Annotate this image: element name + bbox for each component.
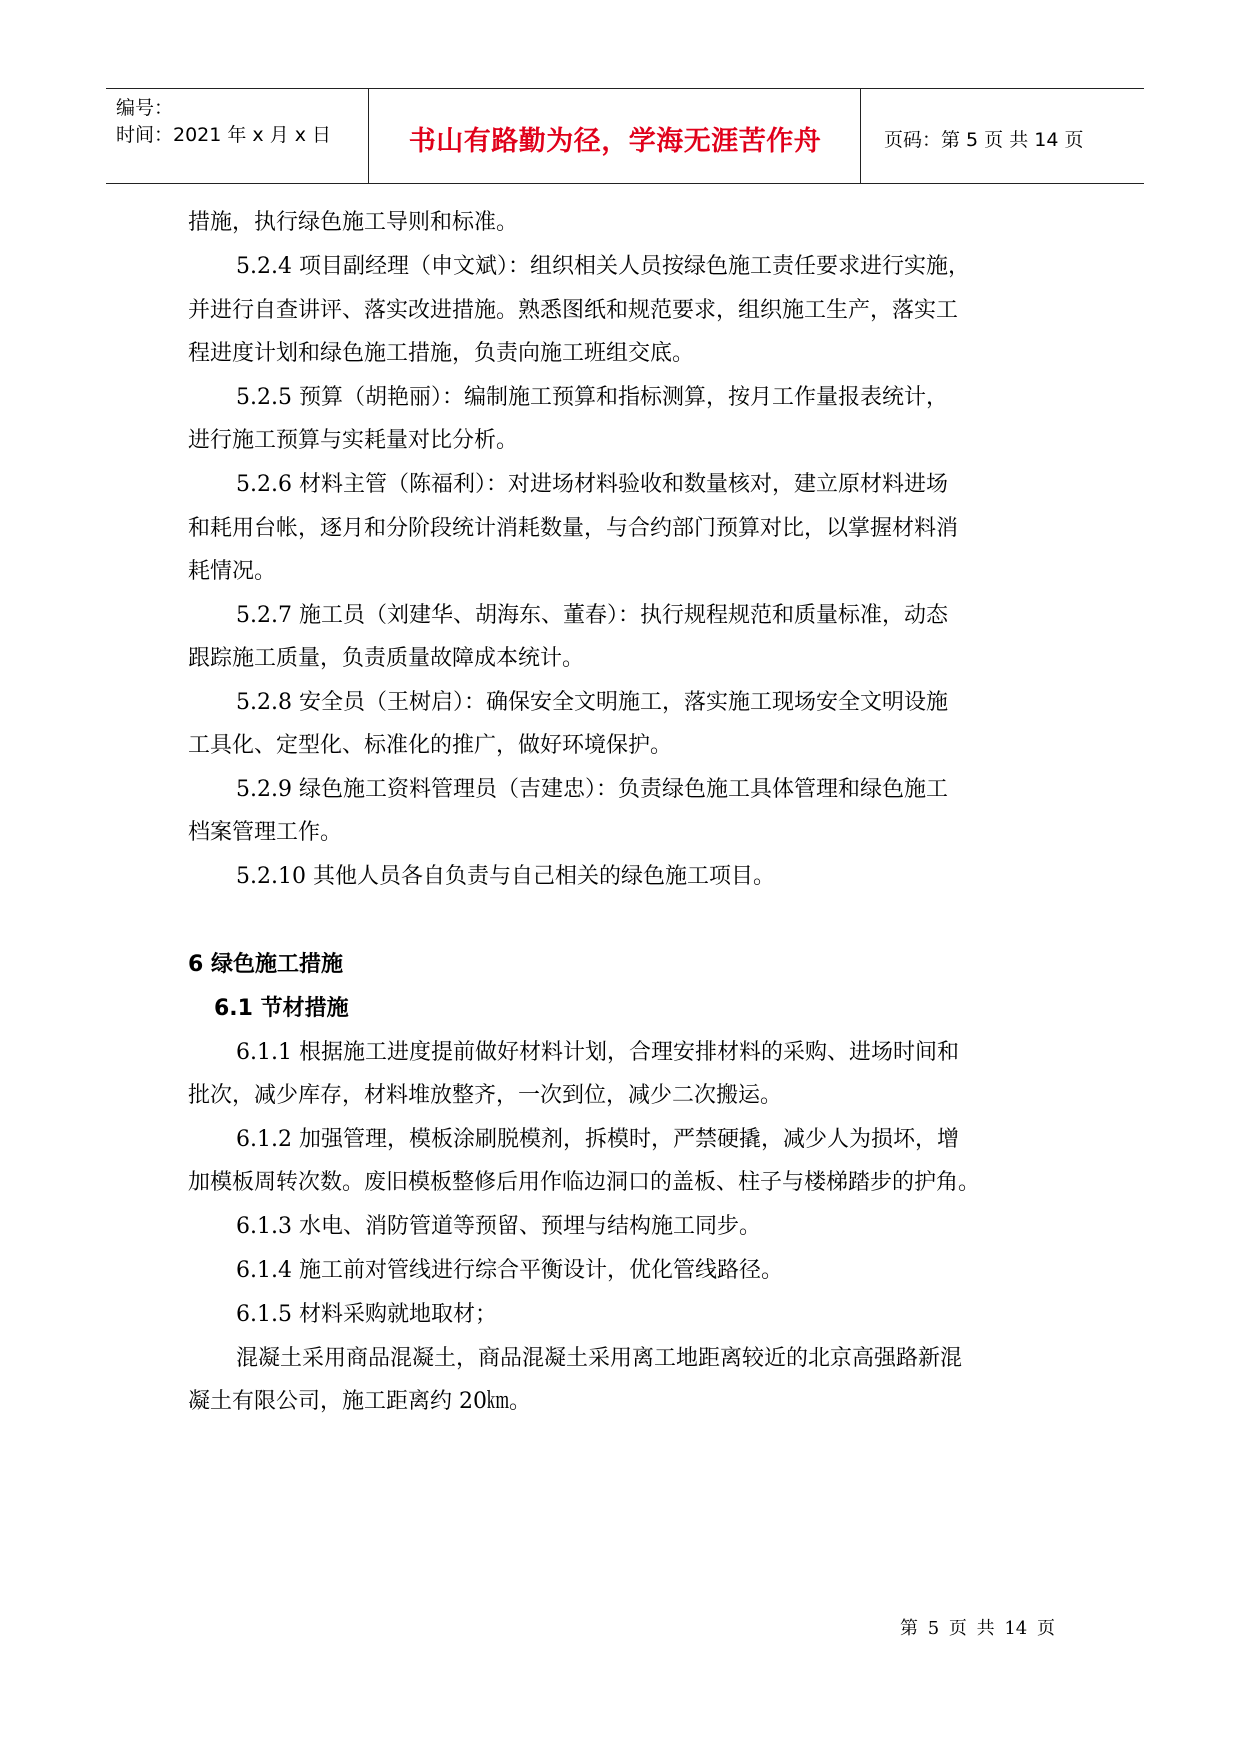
document-time-label: 时间：2021 年 x 月 x 日 xyxy=(116,124,332,146)
paragraph-line: 6.1.2 加强管理，模板涂刷脱模剂，拆模时，严禁硬撬，减少人为损坏，增 xyxy=(236,1127,959,1152)
header-motto: 书山有路勤为径，学海无涯苦作舟 xyxy=(408,126,822,157)
paragraph-line: 5.2.4 项目副经理（申文斌）：组织相关人员按绿色施工责任要求进行实施， xyxy=(236,254,970,279)
header-motto-cell xyxy=(370,89,861,183)
paragraph-line: 程进度计划和绿色施工措施，负责向施工班组交底。 xyxy=(188,341,695,366)
paragraph-line: 和耗用台帐，逐月和分阶段统计消耗数量，与合约部门预算对比，以掌握材料消 xyxy=(188,516,959,541)
subsection-heading: 6.1 节材措施 xyxy=(214,996,349,1021)
header-page-label: 页码：第 5 页 共 14 页 xyxy=(884,129,1084,151)
paragraph-line: 5.2.10 其他人员各自负责与自己相关的绿色施工项目。 xyxy=(236,864,775,889)
paragraph-line: 凝土有限公司，施工距离约 20㎞。 xyxy=(188,1389,531,1414)
paragraph-line: 5.2.8 安全员（王树启）：确保安全文明施工，落实施工现场安全文明设施 xyxy=(236,690,948,715)
paragraph-line: 并进行自查讲评、落实改进措施。熟悉图纸和规范要求，组织施工生产，落实工 xyxy=(188,298,959,323)
document-number-label: 编号： xyxy=(116,97,174,119)
paragraph-line: 5.2.6 材料主管（陈福利）：对进场材料验收和数量核对，建立原材料进场 xyxy=(236,472,948,497)
paragraph-line: 批次，减少库存，材料堆放整齐，一次到位，减少二次搬运。 xyxy=(188,1083,783,1108)
paragraph-line: 5.2.9 绿色施工资料管理员（吉建忠）：负责绿色施工具体管理和绿色施工 xyxy=(236,777,948,802)
paragraph-line: 跟踪施工质量，负责质量故障成本统计。 xyxy=(188,646,585,671)
header-left-cell xyxy=(106,89,369,183)
paragraph-line: 6.1.1 根据施工进度提前做好材料计划，合理安排材料的采购、进场时间和 xyxy=(236,1040,959,1065)
paragraph-line: 加模板周转次数。废旧模板整修后用作临边洞口的盖板、柱子与楼梯踏步的护角。 xyxy=(188,1170,981,1195)
paragraph-line: 耗情况。 xyxy=(188,559,277,584)
paragraph-line: 6.1.3 水电、消防管道等预留、预埋与结构施工同步。 xyxy=(236,1214,761,1239)
paragraph-line: 措施，执行绿色施工导则和标准。 xyxy=(188,210,519,235)
paragraph-line: 6.1.4 施工前对管线进行综合平衡设计，优化管线路径。 xyxy=(236,1258,783,1283)
paragraph-line: 进行施工预算与实耗量对比分析。 xyxy=(188,428,519,453)
paragraph-line: 5.2.5 预算（胡艳丽）：编制施工预算和指标测算，按月工作量报表统计， xyxy=(236,385,948,410)
paragraph-line: 档案管理工作。 xyxy=(188,820,343,845)
paragraph-line: 工具化、定型化、标准化的推广，做好环境保护。 xyxy=(188,733,673,758)
paragraph-line: 混凝土采用商品混凝土，商品混凝土采用离工地距离较近的北京高强路新混 xyxy=(236,1346,963,1371)
section-heading: 6 绿色施工措施 xyxy=(188,952,343,977)
paragraph-line: 5.2.7 施工员（刘建华、胡海东、董春）：执行规程规范和质量标准，动态 xyxy=(236,603,948,628)
page-footer: 第 5 页 共 14 页 xyxy=(900,1618,1055,1639)
paragraph-line: 6.1.5 材料采购就地取材； xyxy=(236,1302,497,1327)
page-header xyxy=(106,88,1144,184)
header-page-cell xyxy=(872,89,1144,183)
